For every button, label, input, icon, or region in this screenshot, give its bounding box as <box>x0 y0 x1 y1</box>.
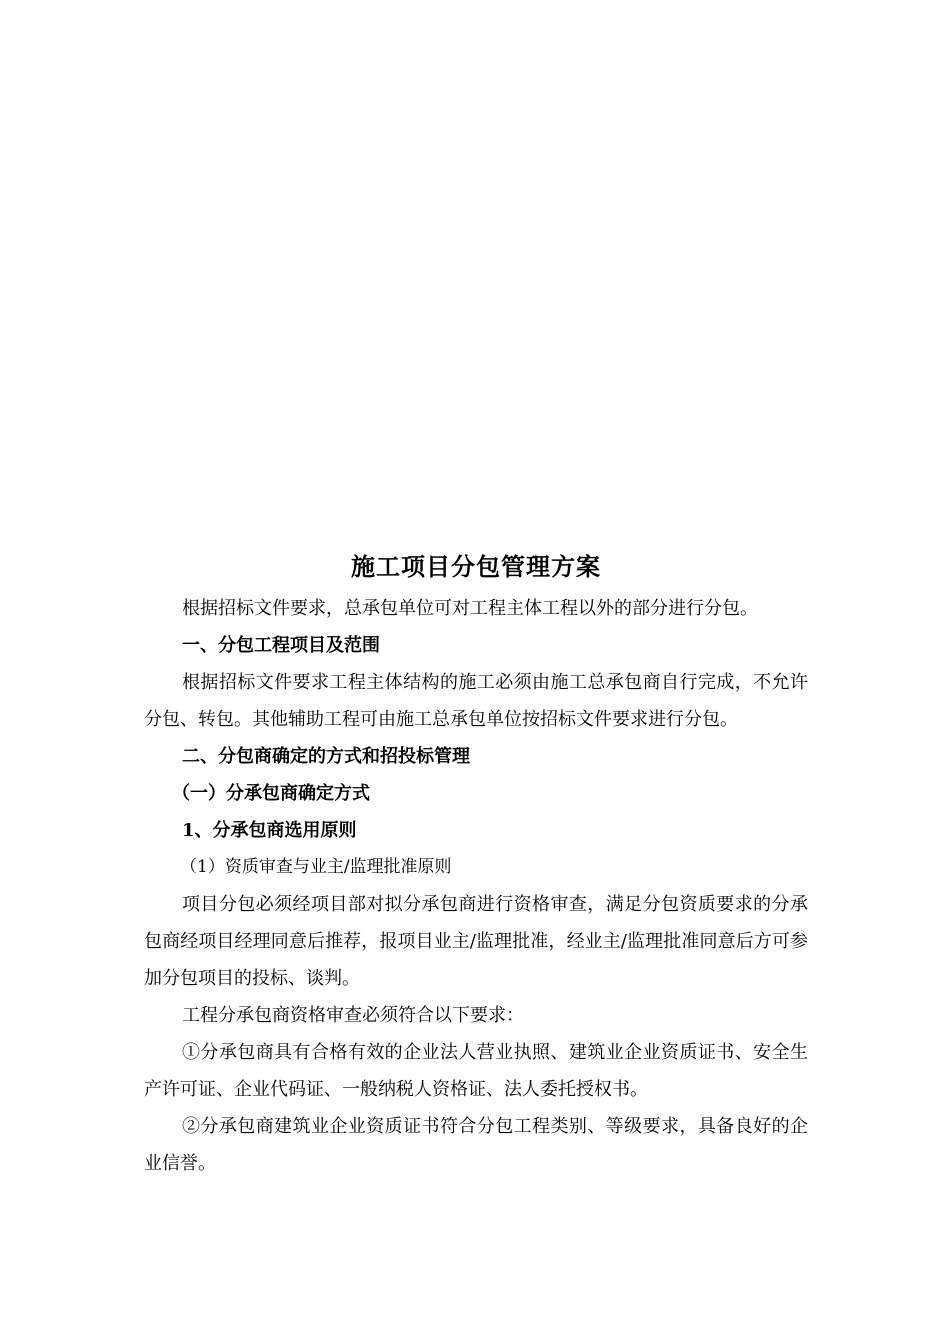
section-1-paragraph: 根据招标文件要求工程主体结构的施工必须由施工总承包商自行完成，不允许分包、转包。其他辅助工程可由施工总承包单位按招标文件要求进行分包。 <box>144 672 808 730</box>
section-2-sub-1-heading: （一）分承包商确定方式 <box>172 783 370 804</box>
section-2-paragraph-2: 工程分承包商资格审查必须符合以下要求： <box>182 1005 524 1026</box>
section-2-paragraph-1: 项目分包必须经项目部对拟分承包商进行资格审查，满足分包资质要求的分承包商经项目经理同意后推荐，报项目业主/监理批准，经业主/监理批准同意后方可参加分包项目的投标、谈判。 <box>144 894 808 989</box>
section-2-item-1-sub-1: （1）资质审查与业主/监理批准原则 <box>180 857 452 877</box>
document-title: 施工项目分包管理方案 <box>351 552 601 581</box>
section-2-heading: 二、分包商确定的方式和招投标管理 <box>182 746 470 767</box>
section-1-heading: 一、分包工程项目及范围 <box>182 635 380 656</box>
document-body <box>144 548 808 1182</box>
section-2-item-1-heading: 1、分承包商选用原则 <box>182 820 357 841</box>
requirement-1: ①分承包商具有合格有效的企业法人营业执照、建筑业企业资质证书、安全生产许可证、企业代码证、一般纳税人资格证、法人委托授权书。 <box>144 1042 808 1100</box>
requirement-2: ②分承包商建筑业企业资质证书符合分包工程类别、等级要求，具备良好的企业信誉。 <box>144 1116 808 1174</box>
intro-paragraph: 根据招标文件要求，总承包单位可对工程主体工程以外的部分进行分包。 <box>182 598 758 619</box>
